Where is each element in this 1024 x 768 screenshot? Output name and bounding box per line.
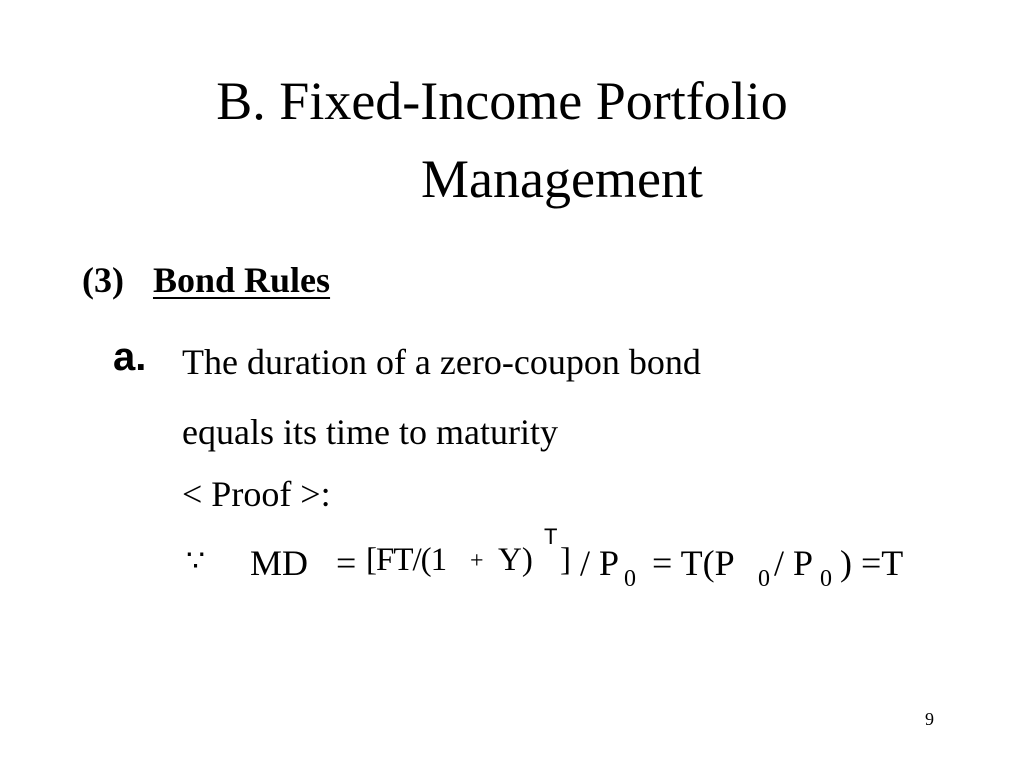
formula-exponent: T (544, 524, 558, 549)
duration-formula (180, 526, 940, 606)
formula-divide-price: / P (580, 543, 620, 583)
section-heading (82, 258, 330, 302)
because-symbol: ∵ (186, 544, 206, 579)
formula-lhs: MD (250, 543, 309, 583)
formula-bracket-close: ] (560, 542, 571, 578)
page-number: 9 (925, 709, 934, 729)
formula-subscript-zero: 0 (758, 566, 770, 592)
item-text-line-2: equals its time to maturity (182, 412, 558, 452)
formula-numerator: [FT/(1 (366, 542, 447, 578)
formula-equals: = (336, 543, 357, 583)
slide-title-line-2: Management (421, 149, 703, 209)
formula-plus: + (470, 548, 484, 574)
formula-subscript-zero: 0 (624, 566, 636, 592)
slide-title-line-1: B. Fixed-Income Portfolio (216, 71, 788, 131)
proof-label: < Proof >: (182, 474, 331, 514)
item-letter: a. (113, 335, 147, 379)
formula-yield: Y) (498, 542, 533, 578)
item-text-line-1: The duration of a zero-coupon bond (182, 342, 701, 382)
section-number: (3) (82, 260, 124, 300)
formula-subscript-zero: 0 (820, 566, 832, 592)
formula-equals-second: = T(P (652, 543, 735, 583)
formula-result: ) =T (840, 543, 904, 583)
formula-divide-price-second: / P (774, 543, 814, 583)
section-label: Bond Rules (152, 260, 331, 300)
